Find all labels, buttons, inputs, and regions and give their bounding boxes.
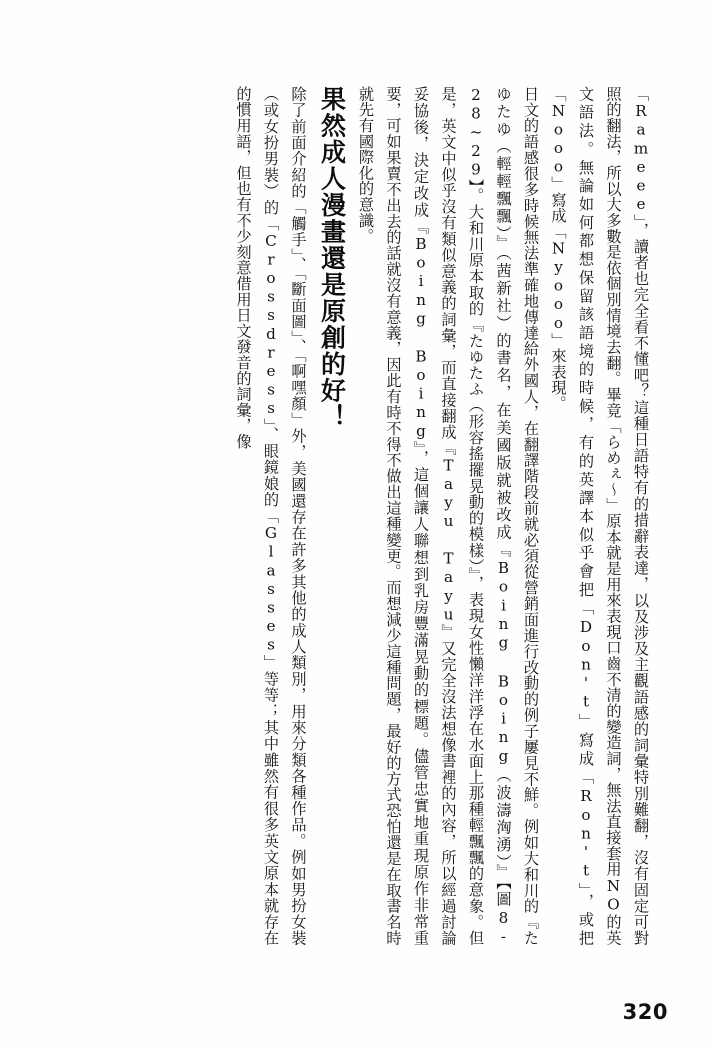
- page-text-body: [54, 86, 654, 946]
- page-number: 320: [622, 1000, 668, 1024]
- paragraph-2: 日文的語感很多時候無法準確地傳達給外國人，在翻譯階段前就必須從營銷面進行改動的例子屢見不鮮。例如大和川的『たゆたゆ（輕輕飄飄）』（茜新社）的書名，在美國版就被改成『Boing Boing（波濤洶湧）』【圖8-28~29】。大和川原本取的『たゆたふ（形容搖擺晃動的模樣）』，表現女性懶洋洋浮在水面上那種輕飄飄的意象。但是，英文中似乎沒有類似意義的詞彙，而直接翻成『Tayu Tayu』又完全沒法想像書裡的內容，所以經過討論妥協後，決定改成『Boing Boing』，這個讓人聯想到乳房豐滿晃動的標題。儘管忠實地重現原作非常重要，可如果賣不出去的話就沒有意義，因此有時不得不做出這種變更。而想減少這種問題，最好的方式恐怕還是在取書名時就先有國際化的意識。: [357, 86, 540, 946]
- section-heading: 果然成人漫畫還是原創的好！: [317, 86, 347, 431]
- paragraph-1: 「Rameee」，讀者也完全看不懂吧？這種日語特有的措辭表達，以及涉及主觀語感的詞彙特別難翻，沒有固定可對照的翻法，所以大多數是依個別情境去翻。畢竟「らめぇ～」原本就是用來表現口齒不清的變造詞，無法直接套用NO的英文語法。無論如何都想保留該語境的時候，有的英譯本似乎會把「Don't」寫成「Ron't」，或把「Nooo」寫成「Nyooo」來表現。: [549, 86, 650, 946]
- paragraph-3: 除了前面介紹的「觸手」、「斷面圖」、「啊嘿顏」外，美國還存在許多其他的成人類別，用來分類各種作品。例如男扮女裝（或女扮男裝）的「Crossdress」、眼鏡娘的「Glasses」等等；其中雖然有很多英文原本就存在的慣用語，但也有不少刻意借用日文發音的詞彙，像: [234, 86, 308, 946]
